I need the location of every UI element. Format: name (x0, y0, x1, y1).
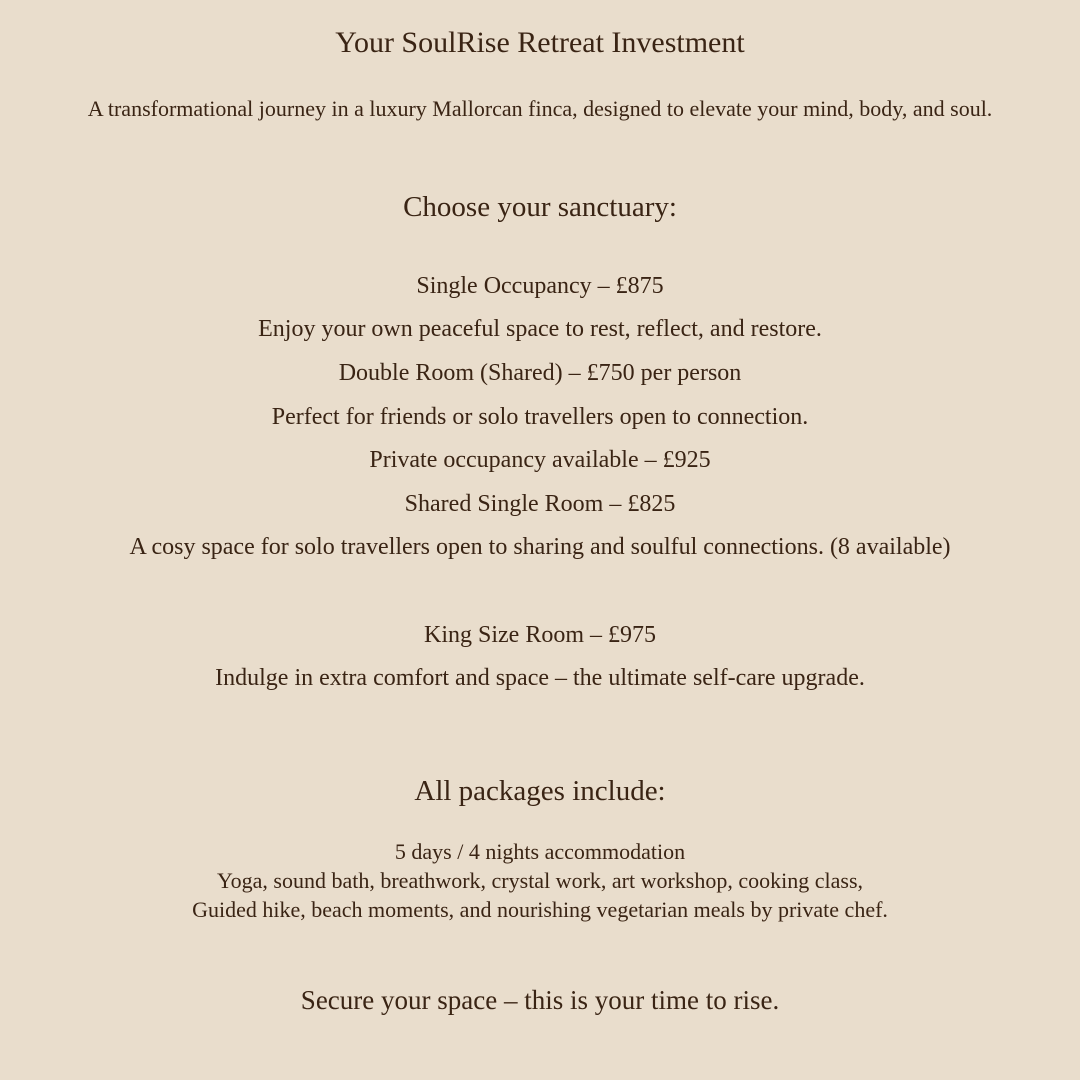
packages-line-1: 5 days / 4 nights accommodation (394, 839, 686, 864)
packages-line-3: Guided hike, beach moments, and nourishing vegetarian meals by private chef. (192, 897, 888, 922)
intro-text: A transformational journey in a luxury Mallorcan finca, designed to elevate your mind, body, and soul. (87, 96, 993, 121)
page-title: Your SoulRise Retreat Investment (335, 26, 745, 59)
single-occupancy-title: Single Occupancy – £875 (416, 273, 664, 299)
shared-single-desc: A cosy space for solo travellers open to sharing and soulful connections. (8 available) (129, 534, 951, 560)
double-room-desc: Perfect for friends or solo travellers open to connection. (271, 404, 809, 430)
double-room-private: Private occupancy available – £925 (369, 447, 711, 473)
king-room-desc: Indulge in extra comfort and space – the ultimate self-care upgrade. (215, 665, 865, 691)
packages-heading: All packages include: (414, 775, 666, 807)
closing-call-to-action: Secure your space – this is your time to rise. (300, 985, 780, 1015)
shared-single-title: Shared Single Room – £825 (404, 491, 676, 517)
single-occupancy-desc: Enjoy your own peaceful space to rest, reflect, and restore. (258, 316, 822, 342)
packages-line-2: Yoga, sound bath, breathwork, crystal work, art workshop, cooking class, (216, 868, 864, 893)
double-room-title: Double Room (Shared) – £750 per person (338, 360, 742, 386)
king-room-title: King Size Room – £975 (424, 622, 656, 648)
sanctuary-heading: Choose your sanctuary: (403, 191, 677, 223)
